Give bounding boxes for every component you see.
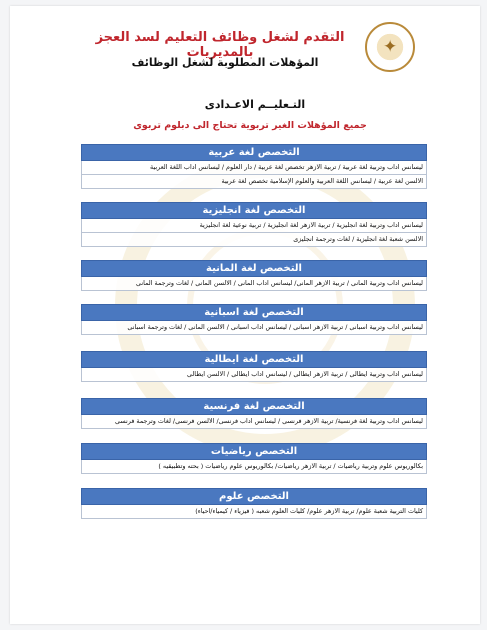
specialty-spanish [81,304,427,335]
specialty-header: التخصص لغة انجليزية [81,202,427,219]
specialty-header: التخصص رياضيات [81,443,427,460]
section-title: التـعليــم الاعـدادى [204,98,306,111]
qualification-row: ليسانس اداب وتربية ايطالى / تربية الازهر ايطالى / ليسانس اداب ايطالى / الالسن ايطالى [81,368,427,382]
document-page [10,6,480,624]
specialty-italian [81,351,427,382]
document-subtitle: المؤهلات المطلوبة لشغل الوظائف [131,56,319,69]
qualification-row: ليسانس اداب وتربية لغة انجليزية / تربية الازهر لغة انجليزية / تربية نوعية لغة انجليزية [81,219,427,233]
specialty-arabic [81,144,427,189]
qualification-row: ليسانس اداب وتربية لغة عربية / تربية الازهر تخصص لغة عربية / دار العلوم / ليسانس اداب اللغة العربية [81,161,427,175]
qualification-row: كليات التربية شعبة علوم/ تربية الازهر علوم/ كليات العلوم شعبه ( فيزياء / كيمياء/احياء) [81,505,427,519]
specialty-german [81,260,427,291]
specialty-science [81,488,427,519]
section-note: جميع المؤهلات الغير تربوية تحتاج الى دبلوم تربوى [133,120,367,131]
specialty-french [81,398,427,429]
qualification-row: ليسانس اداب وتربية المانى / تربية الازهر المانى/ ليسانس اداب المانى / الالسن المانى / لغات وترجمة المانى [81,277,427,291]
qualification-row: بكالوريوس علوم وتربية رياضيات / تربية الازهر رياضيات/ بكالوريوس علوم رياضيات ( بحته وتطبيقيه ) [81,460,427,474]
specialty-english [81,202,427,247]
specialty-math [81,443,427,474]
specialty-header: التخصص لغة اسبانية [81,304,427,321]
specialty-header: التخصص لغة عربية [81,144,427,161]
qualification-row: الالسن لغة عربية / ليسانس اللغة العربية والعلوم الإسلامية تخصص لغة عربية [81,175,427,189]
qualification-row: الالسن شعبة لغة انجليزية / لغات وترجمة انجليزى [81,233,427,247]
specialty-header: التخصص لغة فرنسية [81,398,427,415]
specialty-header: التخصص علوم [81,488,427,505]
document-title: التقدم لشغل وظائف التعليم لسد العجز بالمديريات [95,30,345,60]
qualification-row: ليسانس اداب وتربية لغة فرنسية/ تربية الازهر فرنسى / ليسانس اداب فرنسى/ الالسن فرنسى/ لغات وترجمة فرنسى [81,415,427,429]
specialty-header: التخصص لغة ايطالية [81,351,427,368]
qualification-row: ليسانس اداب وتربية اسبانى / تربية الازهر اسبانى / ليسانس اداب اسبانى / الالسن المانى / لغات وترجمة اسبانى [81,321,427,335]
specialty-header: التخصص لغة المانية [81,260,427,277]
ministry-logo: ✦ [365,22,415,72]
